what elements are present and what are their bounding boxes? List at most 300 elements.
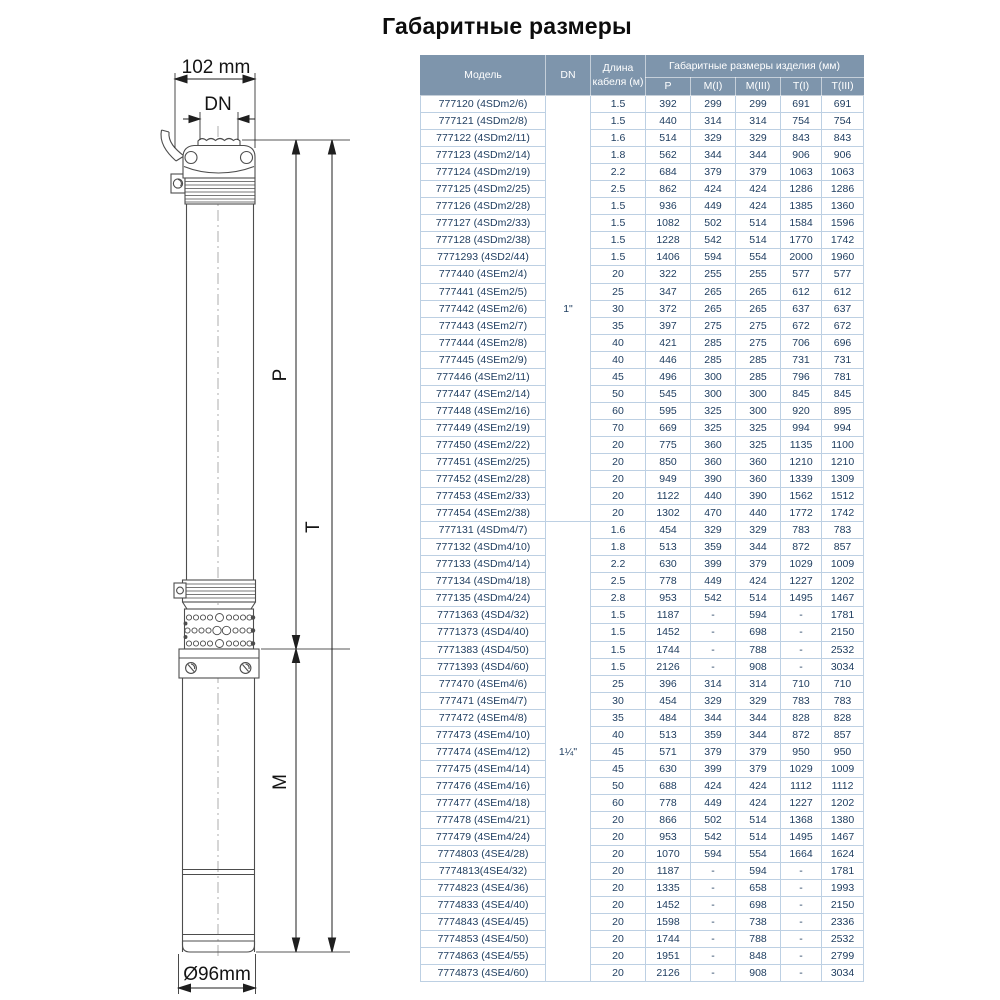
table-row [421, 607, 864, 624]
cable-length-cell: 35 [591, 709, 646, 726]
table-row [421, 419, 864, 436]
miii-cell: 275 [736, 334, 781, 351]
miii-cell: 344 [736, 147, 781, 164]
mi-cell: - [691, 965, 736, 982]
mi-cell: 325 [691, 402, 736, 419]
model-cell: 777124 (4SDm2/19) [421, 164, 546, 181]
miii-cell: 300 [736, 385, 781, 402]
ti-cell: 710 [781, 675, 822, 692]
miii-cell: 285 [736, 351, 781, 368]
table-row [421, 880, 864, 897]
miii-cell: 285 [736, 368, 781, 385]
mi-cell: 449 [691, 794, 736, 811]
motor-body [183, 678, 255, 952]
table-row [421, 539, 864, 556]
model-cell: 7771293 (4SD2/44) [421, 249, 546, 266]
cable-length-cell: 20 [591, 948, 646, 965]
miii-cell: 848 [736, 948, 781, 965]
cable-length-cell: 25 [591, 675, 646, 692]
model-cell: 777443 (4SEm2/7) [421, 317, 546, 334]
ti-cell: 1286 [781, 181, 822, 198]
mi-cell: - [691, 863, 736, 880]
tiii-cell: 994 [822, 419, 864, 436]
p-cell: 545 [646, 385, 691, 402]
mi-cell: 390 [691, 471, 736, 488]
ti-cell: 872 [781, 539, 822, 556]
mi-cell: 449 [691, 198, 736, 215]
cable-length-cell: 2.8 [591, 590, 646, 607]
ti-cell: 754 [781, 113, 822, 130]
p-cell: 778 [646, 794, 691, 811]
p-cell: 1452 [646, 897, 691, 914]
miii-cell: 329 [736, 522, 781, 539]
model-cell: 777442 (4SEm2/6) [421, 300, 546, 317]
table-row [421, 914, 864, 931]
table-row [421, 692, 864, 709]
table-row [421, 215, 864, 232]
table-row [421, 760, 864, 777]
mi-cell: 424 [691, 181, 736, 198]
tiii-cell: 3034 [822, 658, 864, 675]
p-cell: 454 [646, 522, 691, 539]
mi-cell: 379 [691, 743, 736, 760]
tiii-cell: 2799 [822, 948, 864, 965]
tiii-cell: 1202 [822, 573, 864, 590]
ti-cell: - [781, 607, 822, 624]
miii-cell: 514 [736, 232, 781, 249]
model-cell: 777445 (4SEm2/9) [421, 351, 546, 368]
mi-cell: 542 [691, 590, 736, 607]
p-cell: 949 [646, 471, 691, 488]
table-row [421, 113, 864, 130]
cable-length-cell: 20 [591, 846, 646, 863]
model-cell: 777125 (4SDm2/25) [421, 181, 546, 198]
p-cell: 936 [646, 198, 691, 215]
table-row [421, 317, 864, 334]
cable-length-cell: 1.5 [591, 607, 646, 624]
cable-length-cell: 20 [591, 863, 646, 880]
mi-cell: 424 [691, 777, 736, 794]
table-row [421, 147, 864, 164]
model-cell: 7771363 (4SD4/32) [421, 607, 546, 624]
table-row [421, 948, 864, 965]
model-cell: 777477 (4SEm4/18) [421, 794, 546, 811]
model-cell: 777473 (4SEm4/10) [421, 726, 546, 743]
model-cell: 777440 (4SEm2/4) [421, 266, 546, 283]
p-cell: 1122 [646, 488, 691, 505]
model-cell: 7774833 (4SE4/40) [421, 897, 546, 914]
ti-cell: 1029 [781, 760, 822, 777]
tiii-cell: 857 [822, 726, 864, 743]
tiii-cell: 710 [822, 675, 864, 692]
model-cell: 777449 (4SEm2/19) [421, 419, 546, 436]
mi-cell: 594 [691, 249, 736, 266]
cable-length-cell: 20 [591, 471, 646, 488]
miii-cell: 344 [736, 539, 781, 556]
cable-length-cell: 20 [591, 931, 646, 948]
cable-length-cell: 1.5 [591, 624, 646, 641]
miii-cell: 424 [736, 198, 781, 215]
ti-cell: - [781, 880, 822, 897]
model-cell: 777474 (4SEm4/12) [421, 743, 546, 760]
model-cell: 777475 (4SEm4/14) [421, 760, 546, 777]
clamp-band [174, 580, 256, 609]
table-row [421, 164, 864, 181]
table-row [421, 811, 864, 828]
miii-cell: 908 [736, 658, 781, 675]
header-dims-group: Габаритные размеры изделия (мм) [646, 56, 864, 78]
ti-cell: 1135 [781, 436, 822, 453]
cable-length-cell: 1.5 [591, 96, 646, 113]
tiii-cell: 672 [822, 317, 864, 334]
table-row [421, 181, 864, 198]
cable-length-cell: 20 [591, 914, 646, 931]
table-row [421, 897, 864, 914]
miii-cell: 379 [736, 164, 781, 181]
table-row [421, 846, 864, 863]
header-dim-miii: M(III) [736, 78, 781, 96]
cable-length-cell: 40 [591, 726, 646, 743]
mi-cell: - [691, 641, 736, 658]
miii-cell: 314 [736, 675, 781, 692]
ti-cell: 1562 [781, 488, 822, 505]
mi-cell: 360 [691, 453, 736, 470]
model-cell: 777135 (4SDm4/24) [421, 590, 546, 607]
model-cell: 777450 (4SEm2/22) [421, 436, 546, 453]
tiii-cell: 906 [822, 147, 864, 164]
tiii-cell: 1742 [822, 505, 864, 522]
mi-cell: 299 [691, 96, 736, 113]
ti-cell: 637 [781, 300, 822, 317]
dimensions-table-container [420, 55, 863, 982]
tiii-cell: 1993 [822, 880, 864, 897]
tiii-cell: 1467 [822, 590, 864, 607]
model-cell: 7771373 (4SD4/40) [421, 624, 546, 641]
ear-hole-left [185, 152, 197, 164]
p-cell: 1951 [646, 948, 691, 965]
mi-cell: 470 [691, 505, 736, 522]
cable-length-cell: 20 [591, 266, 646, 283]
p-cell: 778 [646, 573, 691, 590]
tiii-cell: 1202 [822, 794, 864, 811]
tiii-cell: 1009 [822, 556, 864, 573]
miii-cell: 424 [736, 794, 781, 811]
cable-length-cell: 20 [591, 811, 646, 828]
p-cell: 1598 [646, 914, 691, 931]
ti-cell: 783 [781, 692, 822, 709]
p-cell: 513 [646, 726, 691, 743]
p-cell: 421 [646, 334, 691, 351]
model-cell: 777472 (4SEm4/8) [421, 709, 546, 726]
p-cell: 347 [646, 283, 691, 300]
p-cell: 372 [646, 300, 691, 317]
mi-cell: 399 [691, 556, 736, 573]
tiii-cell: 1063 [822, 164, 864, 181]
model-cell: 777120 (4SDm2/6) [421, 96, 546, 113]
p-cell: 775 [646, 436, 691, 453]
mi-cell: 265 [691, 283, 736, 300]
tiii-cell: 696 [822, 334, 864, 351]
p-cell: 513 [646, 539, 691, 556]
ti-cell: - [781, 624, 822, 641]
dim-dn-ext [200, 112, 238, 140]
mi-cell: 542 [691, 829, 736, 846]
model-cell: 777476 (4SEm4/16) [421, 777, 546, 794]
mi-cell: 449 [691, 573, 736, 590]
table-header [421, 56, 864, 96]
mi-cell: - [691, 914, 736, 931]
p-cell: 1744 [646, 641, 691, 658]
miii-cell: 265 [736, 300, 781, 317]
model-cell: 7771393 (4SD4/60) [421, 658, 546, 675]
p-cell: 2126 [646, 965, 691, 982]
ti-cell: 1770 [781, 232, 822, 249]
ti-cell: 2000 [781, 249, 822, 266]
miii-cell: 788 [736, 931, 781, 948]
p-cell: 595 [646, 402, 691, 419]
model-cell: 777452 (4SEm2/28) [421, 471, 546, 488]
pump-body [187, 204, 254, 580]
model-cell: 777123 (4SDm2/14) [421, 147, 546, 164]
model-cell: 777126 (4SDm2/28) [421, 198, 546, 215]
p-cell: 484 [646, 709, 691, 726]
miii-cell: 275 [736, 317, 781, 334]
p-cell: 1406 [646, 249, 691, 266]
cable-length-cell: 40 [591, 334, 646, 351]
model-cell: 777444 (4SEm2/8) [421, 334, 546, 351]
model-cell: 777470 (4SEm4/6) [421, 675, 546, 692]
ti-cell: - [781, 965, 822, 982]
tiii-cell: 783 [822, 522, 864, 539]
table-row [421, 726, 864, 743]
ti-cell: 1368 [781, 811, 822, 828]
table-row [421, 522, 864, 539]
cable-length-cell: 2.2 [591, 164, 646, 181]
mi-cell: - [691, 658, 736, 675]
table-row [421, 368, 864, 385]
tiii-cell: 1742 [822, 232, 864, 249]
cable-length-cell: 60 [591, 794, 646, 811]
ti-cell: 1385 [781, 198, 822, 215]
tiii-cell: 577 [822, 266, 864, 283]
mi-cell: 329 [691, 692, 736, 709]
cable-length-cell: 1.5 [591, 113, 646, 130]
miii-cell: 698 [736, 897, 781, 914]
cable-length-cell: 45 [591, 368, 646, 385]
dim-label-t: T [303, 521, 324, 533]
mi-cell: 329 [691, 522, 736, 539]
ti-cell: - [781, 914, 822, 931]
cable-length-cell: 1.6 [591, 130, 646, 147]
p-cell: 1187 [646, 607, 691, 624]
table-row [421, 794, 864, 811]
mi-cell: 594 [691, 846, 736, 863]
model-cell: 7774823 (4SE4/36) [421, 880, 546, 897]
ti-cell: - [781, 641, 822, 658]
tiii-cell: 2150 [822, 624, 864, 641]
p-cell: 1228 [646, 232, 691, 249]
ti-cell: 920 [781, 402, 822, 419]
header-dim-mi: M(I) [691, 78, 736, 96]
model-cell: 777453 (4SEm2/33) [421, 488, 546, 505]
mi-cell: - [691, 897, 736, 914]
mi-cell: 314 [691, 113, 736, 130]
model-cell: 777471 (4SEm4/7) [421, 692, 546, 709]
ear-hole-right [241, 152, 253, 164]
table-row [421, 624, 864, 641]
miii-cell: 698 [736, 624, 781, 641]
cable-length-cell: 60 [591, 402, 646, 419]
ti-cell: 672 [781, 317, 822, 334]
cable-length-cell: 20 [591, 829, 646, 846]
mi-cell: 300 [691, 385, 736, 402]
tiii-cell: 1781 [822, 863, 864, 880]
p-cell: 953 [646, 590, 691, 607]
intake-screen [184, 609, 255, 649]
cable-length-cell: 20 [591, 880, 646, 897]
mi-cell: - [691, 607, 736, 624]
mi-cell: 502 [691, 811, 736, 828]
miii-cell: 514 [736, 811, 781, 828]
p-cell: 571 [646, 743, 691, 760]
tiii-cell: 1380 [822, 811, 864, 828]
tiii-cell: 895 [822, 402, 864, 419]
ti-cell: 796 [781, 368, 822, 385]
p-cell: 562 [646, 147, 691, 164]
table-row [421, 641, 864, 658]
mi-cell: 300 [691, 368, 736, 385]
miii-cell: 514 [736, 829, 781, 846]
table-row [421, 863, 864, 880]
table-row [421, 965, 864, 982]
table-row [421, 829, 864, 846]
miii-cell: 325 [736, 419, 781, 436]
table-row [421, 658, 864, 675]
tiii-cell: 754 [822, 113, 864, 130]
mi-cell: 399 [691, 760, 736, 777]
miii-cell: 255 [736, 266, 781, 283]
tiii-cell: 1309 [822, 471, 864, 488]
ribbed-collar [185, 178, 255, 204]
model-cell: 7774863 (4SE4/55) [421, 948, 546, 965]
miii-cell: 514 [736, 590, 781, 607]
table-row [421, 573, 864, 590]
table-row [421, 931, 864, 948]
dim-label-102mm: 102 mm [181, 57, 251, 78]
ti-cell: 1495 [781, 829, 822, 846]
tiii-cell: 1960 [822, 249, 864, 266]
cable-length-cell: 1.5 [591, 215, 646, 232]
tiii-cell: 612 [822, 283, 864, 300]
tiii-cell: 828 [822, 709, 864, 726]
miii-cell: 379 [736, 760, 781, 777]
mi-cell: 344 [691, 709, 736, 726]
tiii-cell: 843 [822, 130, 864, 147]
ti-cell: 1112 [781, 777, 822, 794]
header-dim-tiii: T(III) [822, 78, 864, 96]
cable-length-cell: 30 [591, 692, 646, 709]
mi-cell: - [691, 948, 736, 965]
tiii-cell: 3034 [822, 965, 864, 982]
model-cell: 777127 (4SDm2/33) [421, 215, 546, 232]
cable-length-cell: 1.5 [591, 198, 646, 215]
mi-cell: 542 [691, 232, 736, 249]
cable-length-cell: 1.5 [591, 641, 646, 658]
cable-length-cell: 20 [591, 897, 646, 914]
cable-length-cell: 2.5 [591, 573, 646, 590]
p-cell: 1744 [646, 931, 691, 948]
cable-length-cell: 1.6 [591, 522, 646, 539]
p-cell: 630 [646, 760, 691, 777]
table-row [421, 300, 864, 317]
p-cell: 1452 [646, 624, 691, 641]
miii-cell: 329 [736, 130, 781, 147]
miii-cell: 325 [736, 436, 781, 453]
mi-cell: 285 [691, 334, 736, 351]
miii-cell: 424 [736, 573, 781, 590]
p-cell: 397 [646, 317, 691, 334]
ti-cell: 612 [781, 283, 822, 300]
tiii-cell: 1512 [822, 488, 864, 505]
mi-cell: - [691, 624, 736, 641]
ti-cell: 1664 [781, 846, 822, 863]
mi-cell: 359 [691, 539, 736, 556]
miii-cell: 514 [736, 215, 781, 232]
cable-length-cell: 20 [591, 453, 646, 470]
mi-cell: - [691, 931, 736, 948]
p-cell: 688 [646, 777, 691, 794]
model-cell: 777447 (4SEm2/14) [421, 385, 546, 402]
header-dim-p: P [646, 78, 691, 96]
table-row [421, 96, 864, 113]
mi-cell: 360 [691, 436, 736, 453]
model-cell: 777446 (4SEm2/11) [421, 368, 546, 385]
cable-length-cell: 35 [591, 317, 646, 334]
ti-cell: 906 [781, 147, 822, 164]
ti-cell: 691 [781, 96, 822, 113]
tiii-cell: 731 [822, 351, 864, 368]
tiii-cell: 2150 [822, 897, 864, 914]
table-row [421, 385, 864, 402]
ti-cell: 731 [781, 351, 822, 368]
dim-label-96mm: Ø96mm [183, 964, 251, 985]
coupling [179, 649, 259, 678]
model-cell: 7774843 (4SE4/45) [421, 914, 546, 931]
table-row [421, 198, 864, 215]
cable-length-cell: 20 [591, 965, 646, 982]
miii-cell: 379 [736, 743, 781, 760]
tiii-cell: 781 [822, 368, 864, 385]
tiii-cell: 845 [822, 385, 864, 402]
p-cell: 454 [646, 692, 691, 709]
p-cell: 1335 [646, 880, 691, 897]
model-cell: 777134 (4SDm4/18) [421, 573, 546, 590]
tiii-cell: 1112 [822, 777, 864, 794]
dim-label-dn: DN [204, 94, 232, 115]
table-row [421, 675, 864, 692]
model-cell: 777479 (4SEm4/24) [421, 829, 546, 846]
miii-cell: 360 [736, 471, 781, 488]
cable-length-cell: 70 [591, 419, 646, 436]
table-row [421, 590, 864, 607]
p-cell: 1070 [646, 846, 691, 863]
miii-cell: 424 [736, 777, 781, 794]
mi-cell: 285 [691, 351, 736, 368]
p-cell: 392 [646, 96, 691, 113]
p-cell: 953 [646, 829, 691, 846]
table-row [421, 130, 864, 147]
cable-length-cell: 1.8 [591, 539, 646, 556]
